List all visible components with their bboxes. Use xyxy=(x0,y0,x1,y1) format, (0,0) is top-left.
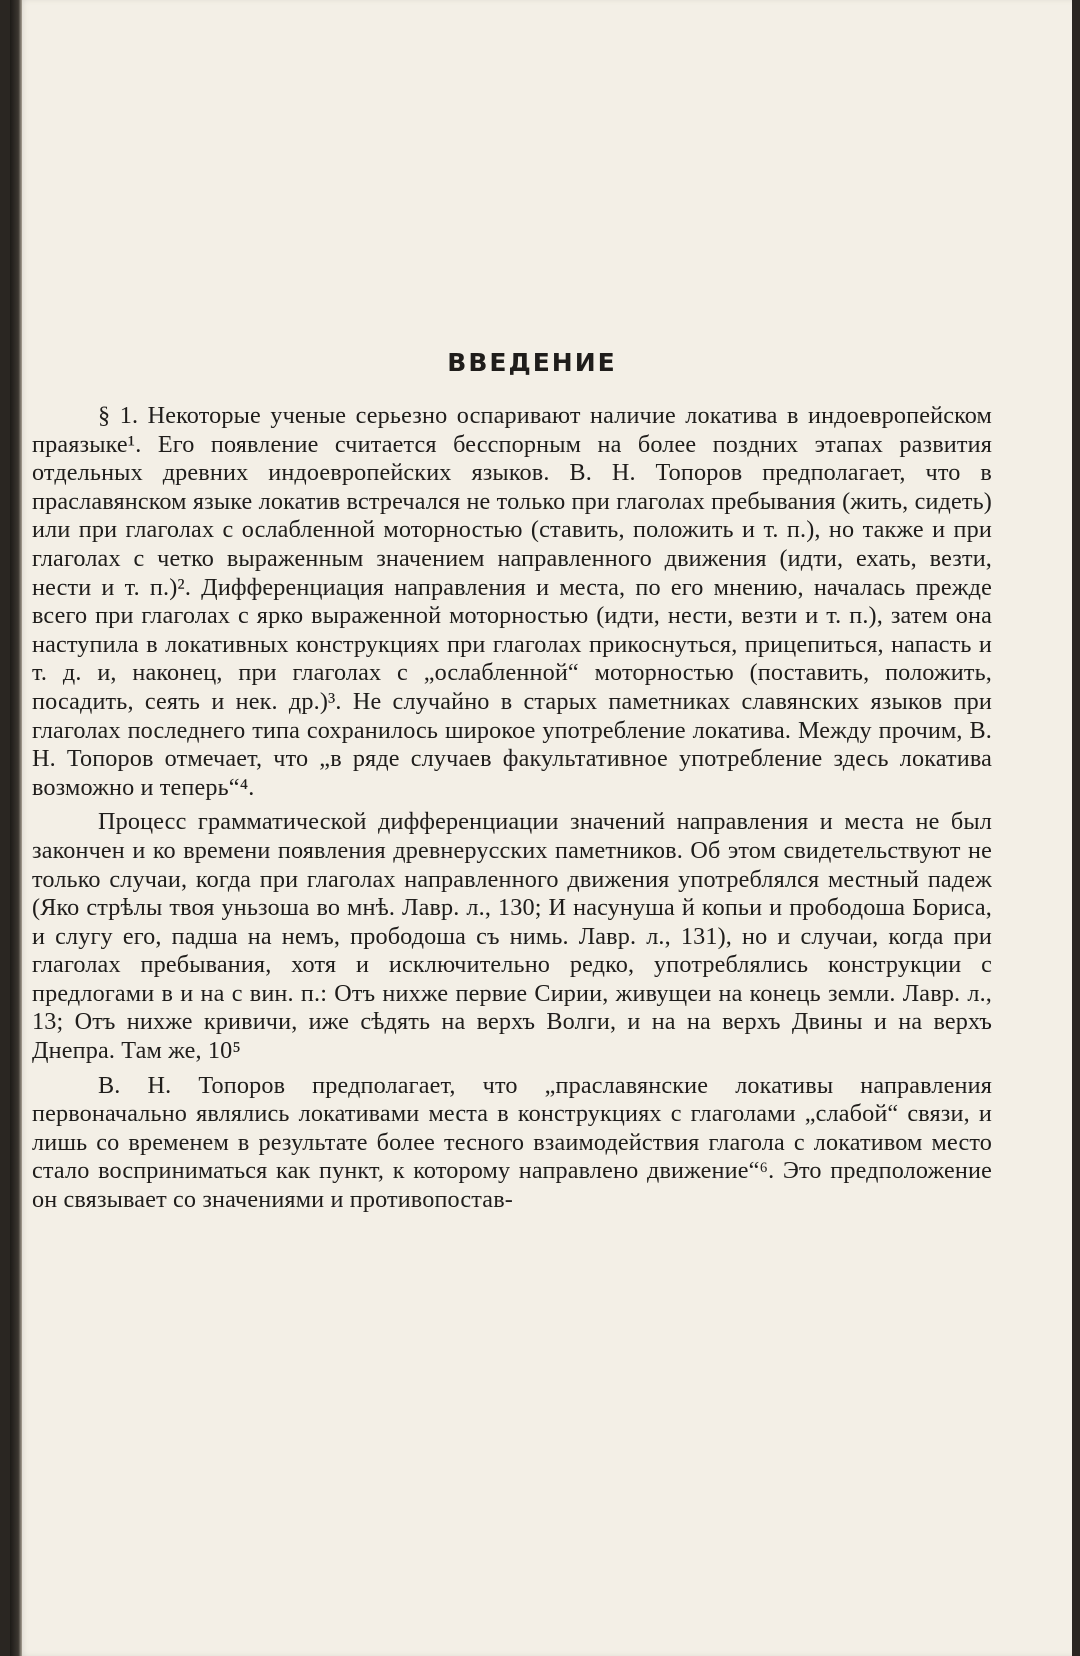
page-binding-edge xyxy=(10,0,22,1656)
paragraph-2: Процесс грамматической дифференциации значений направления и места не был закончен и ко времени появления древнерусских паметников. Об этом свидетельствуют не только случаи, когда при глаголах направленного движения употреблялся местный падеж (Яко стрѣлы твоя уньзоша во мнѣ. Лавр. л., 130; И насунуша й копьи и прободоша Бориса, и слугу его, падша на немъ, прободоша съ нимь. Лавр. л., 131), но и случаи, когда при глаголах пребывания, хотя и исключительно редко, употреблялись конструкции с предлогами в и на с вин. п.: Отъ нихже первие Сирии, живущеи на конець земли. Лавр. л., 13; Отъ нихже кривичи, иже сѣдять на верхъ Волги, и на на верхъ Двины и на верхъ Днепра. Там же, 10⁵ xyxy=(32,808,992,1065)
chapter-title: ВВЕДЕНИЕ xyxy=(447,348,617,377)
paragraph-1: § 1. Некоторые ученые серьезно оспаривают наличие локатива в индоевропейском праязыке¹. Его появление считается бесспорным на более поздних этапах развития отдельных древних индоевропейских языков. В. Н. Топоров предполагает, что в праславянском языке локатив встречался не только при глаголах пребывания (жить, сидеть) или при глаголах с ослабленной моторностью (ставить, положить и т. п.), но также и при глаголах с четко выраженным значением направленного движения (идти, ехать, везти, нести и т. п.)². Дифференциация направления и места, по его мнению, началась прежде всего при глаголах с ярко выраженной моторностью (идти, нести, везти и т. п.), затем она наступила в локативных конструкциях при глаголах прикоснуться, прицепиться, напасть и т. д. и, наконец, при глаголах с „ослабленной“ моторностью (поставить, положить, посадить, сеять и нек. др.)³. Не случайно в старых паметниках славянских языков при глаголах последнего типа сохранилось широкое употребление локатива. Между прочим, В. Н. Топоров отмечает, что „в ряде случаев факультативное употребление здесь локатива возможно и теперь“⁴. xyxy=(32,402,992,801)
text-block xyxy=(32,348,992,1215)
book-page xyxy=(10,0,1072,1656)
paragraph-3: В. Н. Топоров предполагает, что „праславянские локативы направления первоначально являлись локативами места в конструкциях с глаголами „слабой“ связи, и лишь со временем в результате более тесного взаимодействия глагола с локативом место стало восприниматься как пункт, к которому направлено движение“⁶. Это предположение он связывает со значениями и противопостав- xyxy=(32,1071,992,1214)
